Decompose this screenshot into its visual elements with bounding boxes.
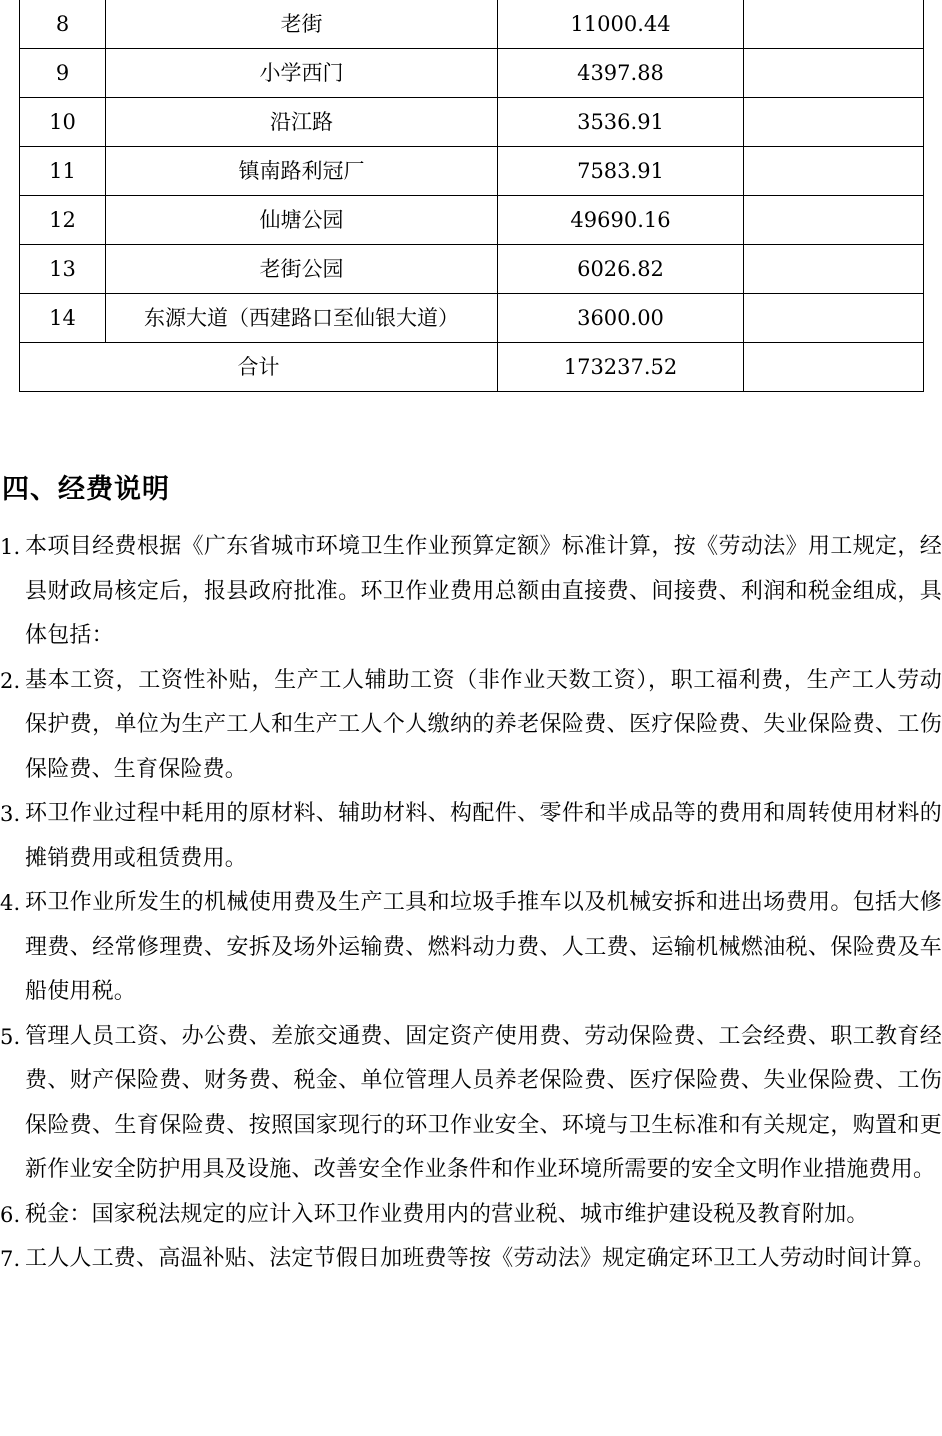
item-number: 1.	[0, 535, 21, 559]
item-number: 6.	[0, 1202, 21, 1227]
row-number: 14	[20, 294, 106, 343]
note-cell	[744, 294, 924, 343]
row-number: 12	[20, 196, 106, 245]
total-value: 173237.52	[498, 343, 744, 392]
location-name: 老街	[106, 0, 498, 49]
row-number: 9	[20, 49, 106, 98]
item-text: 税金：国家税法规定的应计入环卫作业费用内的营业税、城市维护建设税及教育附加。	[25, 1201, 869, 1227]
table-row	[20, 294, 924, 343]
item-number: 3.	[0, 802, 21, 826]
location-name: 老街公园	[106, 245, 498, 294]
table-row	[20, 0, 924, 49]
note-cell	[744, 147, 924, 196]
note-cell	[744, 49, 924, 98]
item-text: 工人人工费、高温补贴、法定节假日加班费等按《劳动法》规定确定环卫工人劳动时间计算。	[25, 1246, 936, 1271]
note-cell	[744, 245, 924, 294]
location-name: 东源大道（西建路口至仙银大道）	[106, 294, 498, 343]
amount-value: 6026.82	[498, 245, 744, 294]
location-name: 镇南路利冠厂	[106, 147, 498, 196]
total-row	[20, 343, 924, 392]
note-cell	[744, 0, 924, 49]
amount-value: 7583.91	[498, 147, 744, 196]
list-item	[0, 881, 942, 1015]
table-row	[20, 98, 924, 147]
row-number: 10	[20, 98, 106, 147]
row-number: 11	[20, 147, 106, 196]
item-text: 管理人员工资、办公费、差旅交通费、固定资产使用费、劳动保险费、工会经费、职工教育经费、财产保险费、财务费、税金、单位管理人员养老保险费、医疗保险费、失业保险费、工伤保险费、生育保险费、按照国家现行的环卫作业安全、环境与卫生标准和有关规定，购置和更新作业安全防护用具及设施、改善安全作业条件和作业环境所需要的安全文明作业措施费用。	[25, 1023, 942, 1182]
item-number: 7.	[0, 1247, 21, 1271]
item-number: 5.	[0, 1024, 21, 1049]
table-row	[20, 147, 924, 196]
total-label: 合计	[20, 343, 498, 392]
list-item	[0, 792, 942, 881]
table-row	[20, 245, 924, 294]
amount-value: 3600.00	[498, 294, 744, 343]
note-cell	[744, 98, 924, 147]
item-number: 2.	[0, 668, 21, 693]
list-item	[0, 659, 942, 793]
item-number: 4.	[0, 891, 21, 915]
list-item	[0, 1193, 942, 1238]
row-number: 13	[20, 245, 106, 294]
note-cell	[744, 196, 924, 245]
expense-items-list	[0, 525, 942, 1282]
table-row	[20, 196, 924, 245]
table-row	[20, 49, 924, 98]
location-name: 仙塘公园	[106, 196, 498, 245]
list-item	[0, 1237, 942, 1282]
item-text: 基本工资，工资性补贴，生产工人辅助工资（非作业天数工资），职工福利费，生产工人劳动保护费，单位为生产工人和生产工人个人缴纳的养老保险费、医疗保险费、失业保险费、工伤保险费、生育保险费。	[25, 667, 942, 782]
list-item	[0, 1015, 942, 1193]
list-item	[0, 525, 942, 659]
amount-value: 11000.44	[498, 0, 744, 49]
expense-table	[19, 0, 924, 392]
item-text: 本项目经费根据《广东省城市环境卫生作业预算定额》标准计算，按《劳动法》用工规定，经县财政局核定后，报县政府批准。环卫作业费用总额由直接费、间接费、利润和税金组成，具体包括：	[25, 534, 942, 648]
section-title: 四、经费说明	[2, 474, 170, 505]
location-name: 沿江路	[106, 98, 498, 147]
note-cell	[744, 343, 924, 392]
row-number: 8	[20, 0, 106, 49]
item-text: 环卫作业所发生的机械使用费及生产工具和垃圾手推车以及机械安拆和进出场费用。包括大修理费、经常修理费、安拆及场外运输费、燃料动力费、人工费、运输机械燃油税、保险费及车船使用税。	[25, 890, 942, 1004]
location-name: 小学西门	[106, 49, 498, 98]
amount-value: 49690.16	[498, 196, 744, 245]
amount-value: 3536.91	[498, 98, 744, 147]
amount-value: 4397.88	[498, 49, 744, 98]
item-text: 环卫作业过程中耗用的原材料、辅助材料、构配件、零件和半成品等的费用和周转使用材料的摊销费用或租赁费用。	[25, 801, 942, 871]
